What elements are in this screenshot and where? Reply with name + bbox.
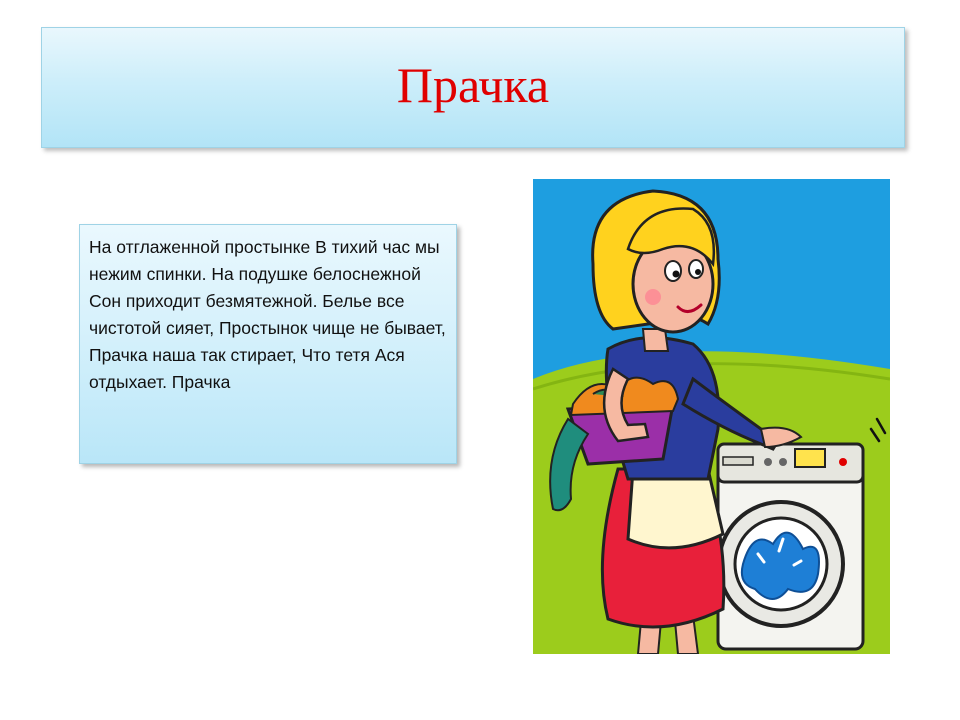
slide-title: Прачка: [396, 56, 550, 113]
title-box: [41, 27, 905, 148]
poem-box: [79, 224, 457, 464]
washing-machine: [718, 419, 885, 649]
apron: [628, 469, 723, 548]
poem-text: На отглаженной простынке В тихий час мы нежим спинки. На подушке белоснежной Сон приходит безмятежной. Белье все чистотой сияет, Простынок чище не бывает, Прачка наша так стирает, Что тетя Ася отдыхает. Прачка: [89, 237, 446, 392]
laundress-illustration: [533, 179, 890, 654]
